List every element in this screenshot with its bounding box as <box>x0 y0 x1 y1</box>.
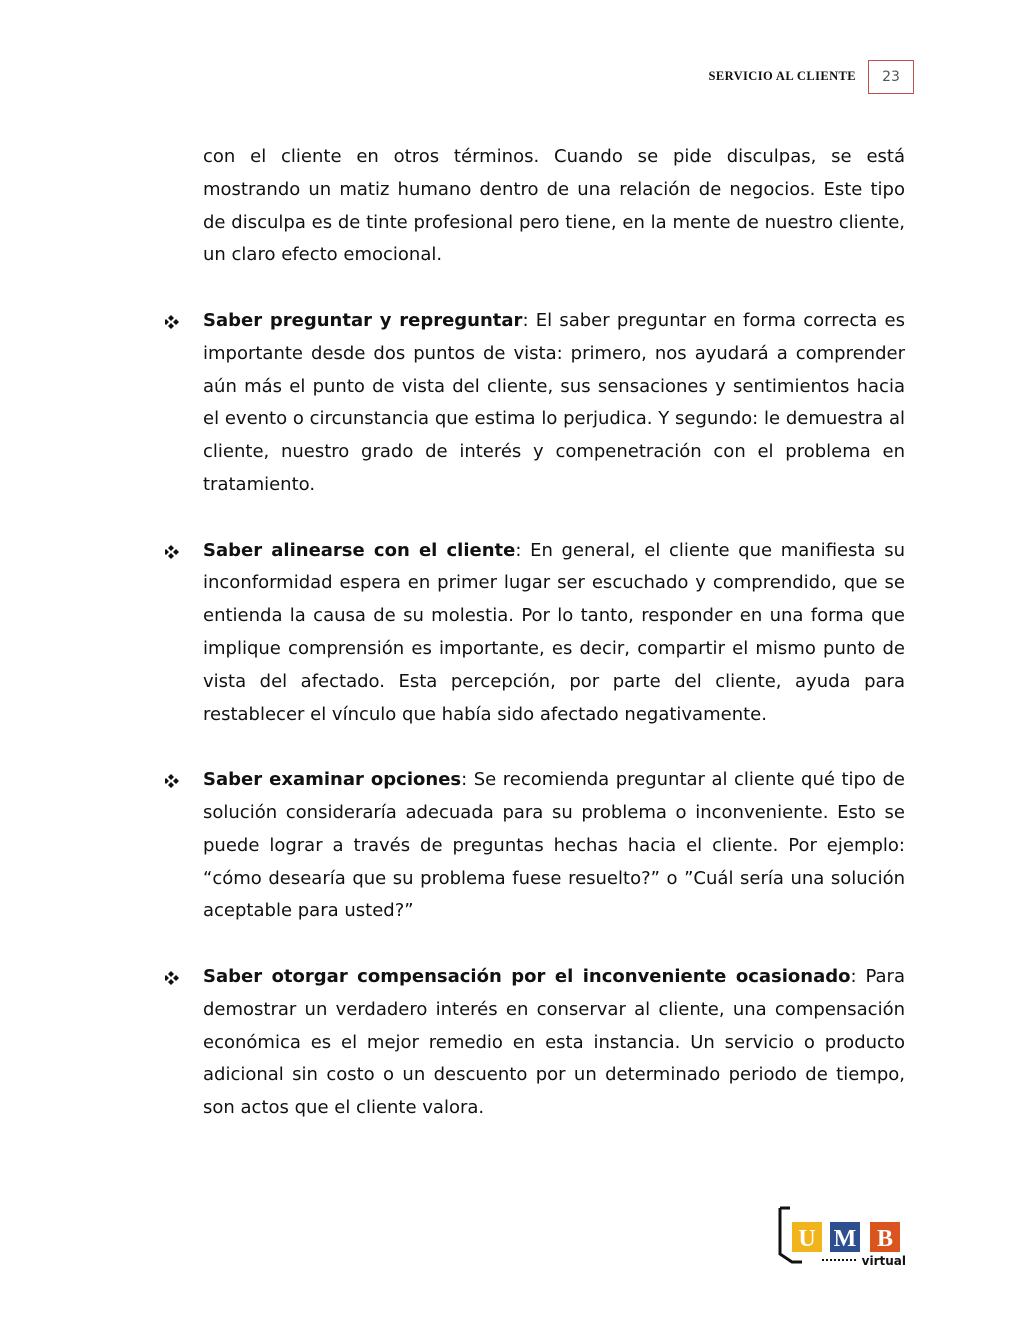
item-term: Saber otorgar compensación por el inconveniente ocasionado <box>203 965 851 987</box>
item-text: : Para demostrar un verdadero interés en conservar al cliente, una compensación económica es el mejor remedio en esta instancia. Un servicio o producto adicional sin costo o un descuento por un determinado periodo de tiempo, son actos que el cliente valora. <box>203 965 905 1119</box>
list-item <box>165 535 905 732</box>
page-number: 23 <box>868 60 914 94</box>
item-text: : En general, el cliente que manifiesta su inconformidad espera en primer lugar ser escuchado y comprendido, que se entienda la causa de su molestia. Por lo tanto, responder en una forma que implique comprensión es importante, es decir, compartir el mismo punto de vista del afectado. Esta percepción, por parte del cliente, ayuda para restablecer el vínculo que había sido afectado negativamente. <box>203 539 905 725</box>
intro-paragraph: con el cliente en otros términos. Cuando se pide disculpas, se está mostrando un matiz humano dentro de una relación de negocios. Este tipo de disculpa es de tinte profesional pero tiene, en la mente de nuestro cliente, un claro efecto emocional. <box>203 146 905 266</box>
list-item <box>165 961 905 1125</box>
logo-subtitle: virtual <box>861 1254 906 1268</box>
list-item <box>165 764 905 928</box>
diamond-bullet-icon <box>165 971 189 985</box>
running-header: SERVICIO AL CLIENTE <box>708 69 856 83</box>
item-text: : El saber preguntar en forma correcta es importante desde dos puntos de vista: primero, nos ayudará a comprender aún más el punto de vista del cliente, sus sensaciones y sentimientos hacia el evento o circunstancia que estima lo perjudica. Y segundo: le demuestra al cliente, nuestro grado de interés y compenetración con el problema en tratamiento. <box>203 309 905 495</box>
diamond-bullet-icon <box>165 315 189 329</box>
umb-virtual-logo <box>778 1204 908 1268</box>
list-item <box>165 305 905 502</box>
item-term: Saber alinearse con el cliente <box>203 539 516 561</box>
logo-letter-b: B <box>876 1226 894 1252</box>
item-term: Saber preguntar y repreguntar <box>203 309 523 331</box>
diamond-bullet-icon <box>165 774 189 788</box>
item-term: Saber examinar opciones <box>203 769 462 791</box>
logo-letter-m: M <box>833 1226 857 1252</box>
logo-letter-u: U <box>798 1226 816 1252</box>
document-body <box>165 141 905 1125</box>
item-text: : Se recomienda preguntar al cliente qué tipo de solución consideraría adecuada para su problema o inconveniente. Esto se puede lograr a través de preguntas hechas hacia el cliente. Por ejemplo: “cómo desearía que su problema fuese resuelto?” o ”Cuál sería una solución aceptable para usted?” <box>203 769 905 922</box>
diamond-bullet-icon <box>165 545 189 559</box>
